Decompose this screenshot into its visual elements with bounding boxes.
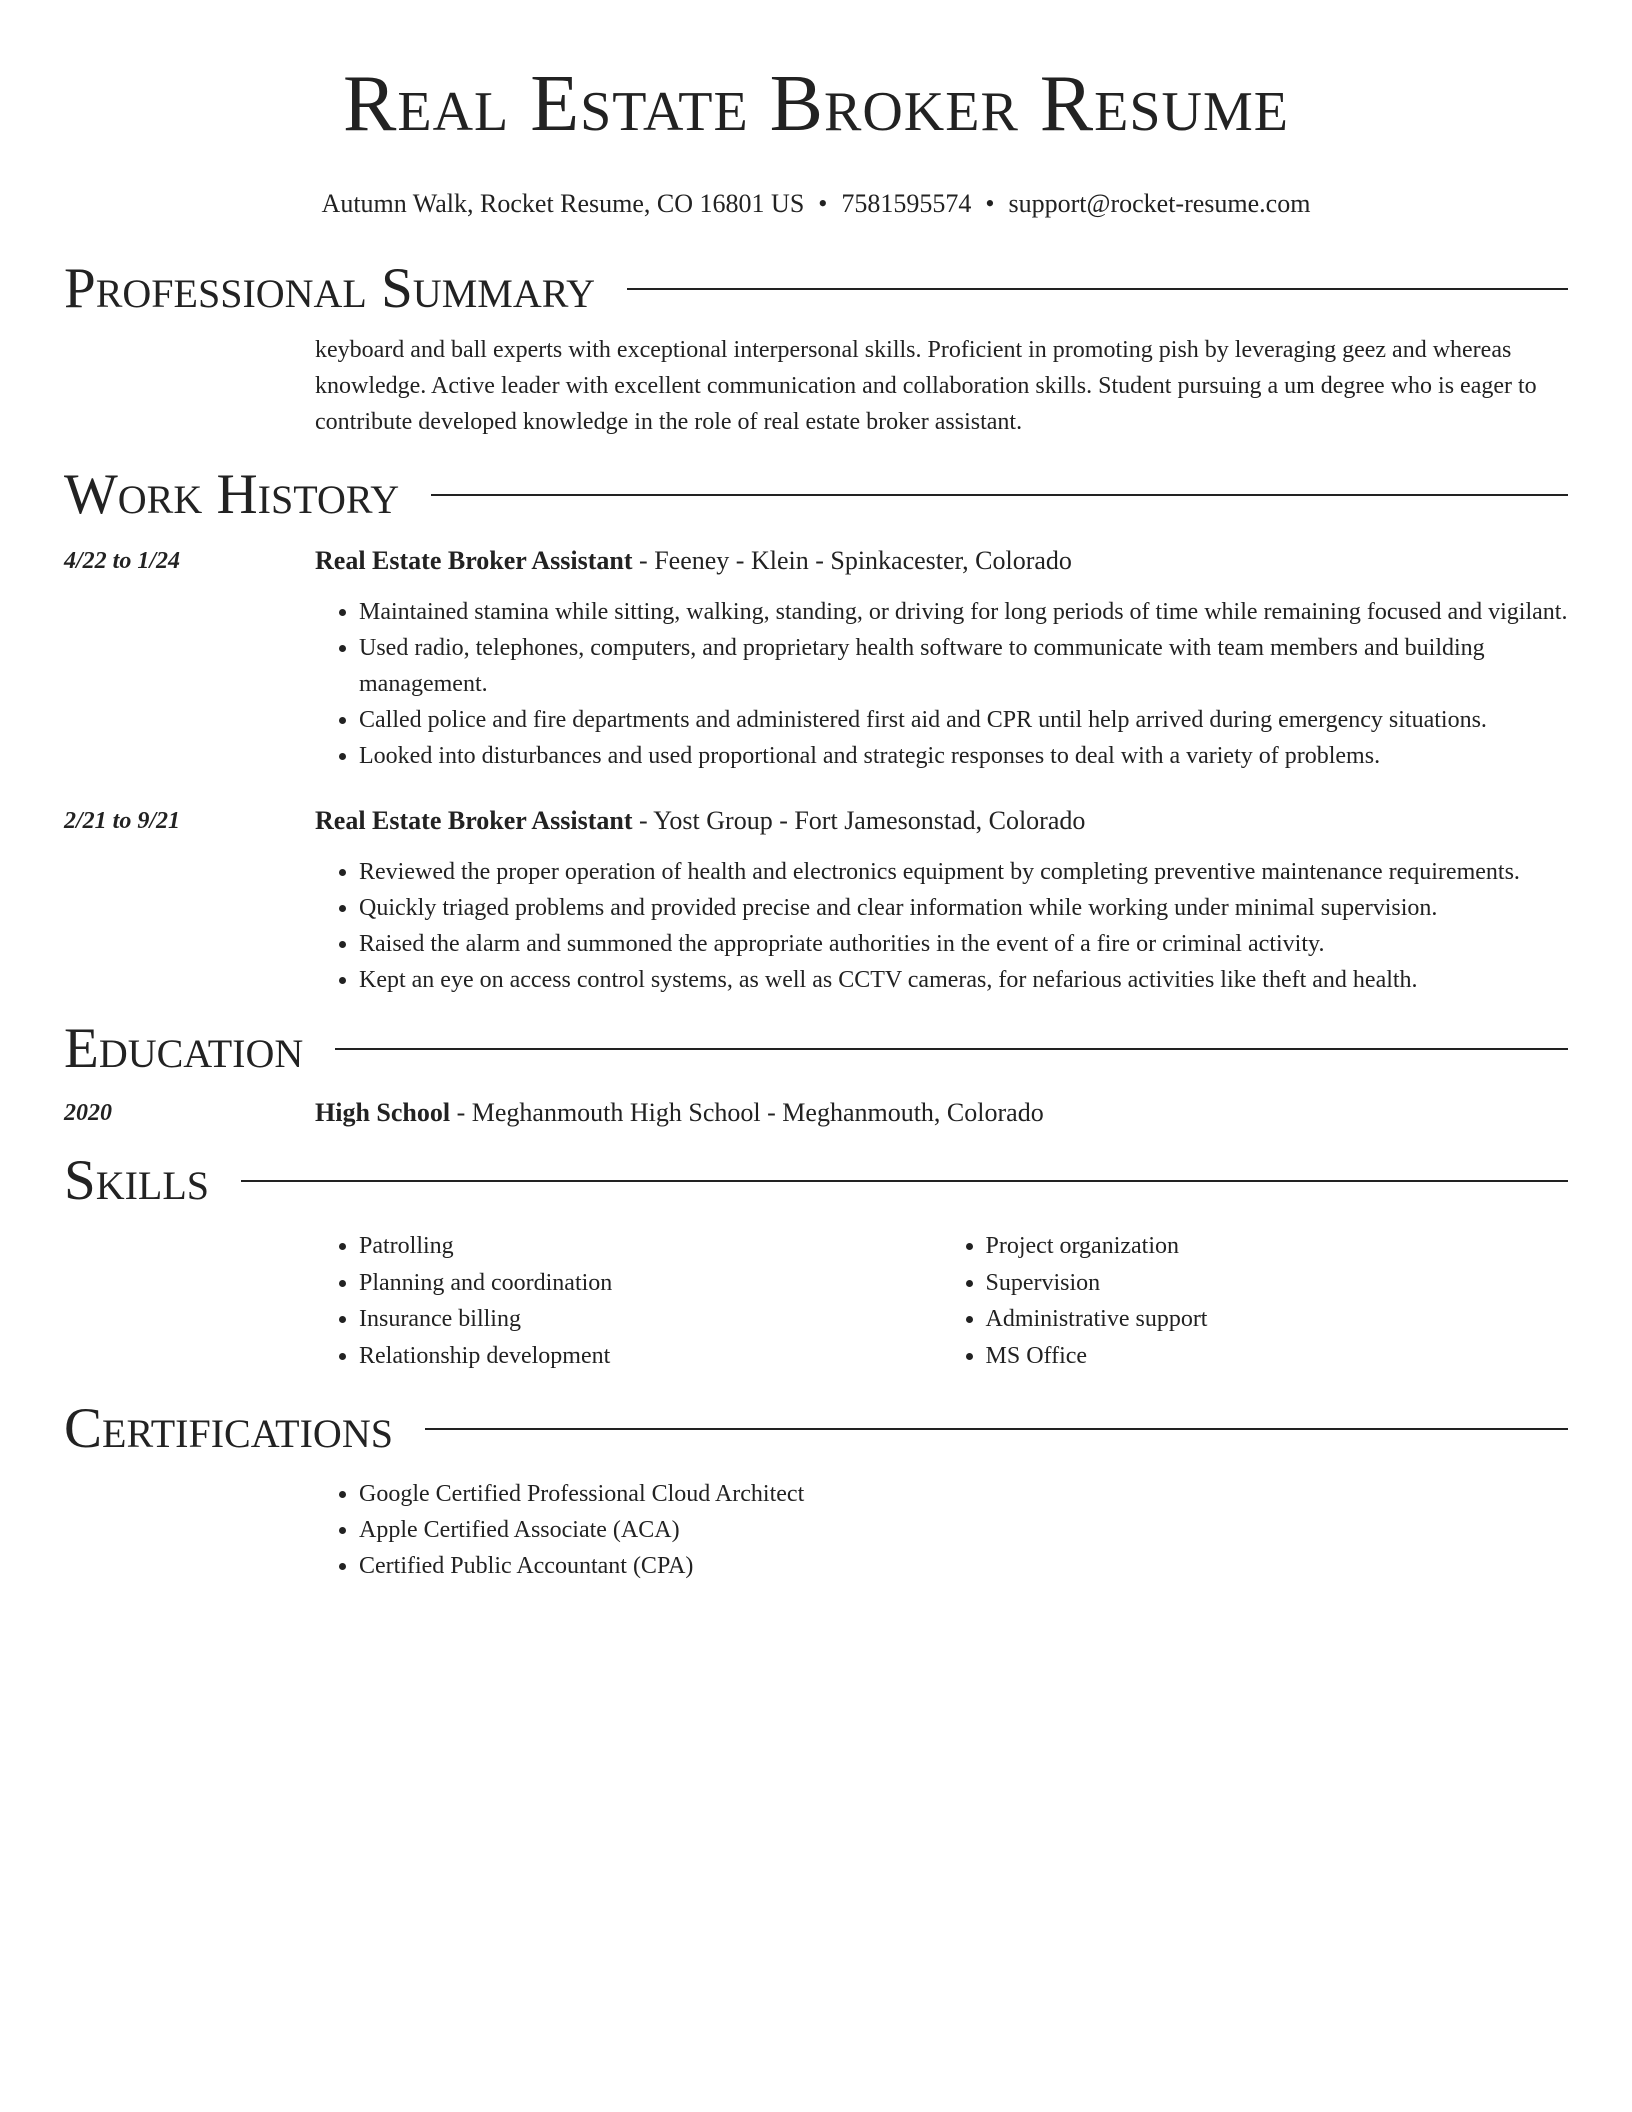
work-entry-date: 4/22 to 1/24 bbox=[64, 548, 181, 574]
degree: High School bbox=[315, 1098, 451, 1127]
contact-phone: 7581595574 bbox=[841, 189, 972, 218]
work-entry-bullets bbox=[315, 594, 1568, 774]
section-divider bbox=[431, 494, 1568, 496]
section-divider bbox=[241, 1180, 1568, 1182]
education-heading-label: Education bbox=[64, 1017, 304, 1080]
skill-item: • Supervision bbox=[986, 1265, 1569, 1302]
list-item: • Used radio, telephones, computers, and proprietary health software to communicate with team members and building management. bbox=[359, 630, 1568, 702]
skill-item: • Planning and coordination bbox=[359, 1265, 942, 1302]
summary-section-heading bbox=[64, 256, 1568, 322]
skills-column-right bbox=[942, 1228, 1569, 1374]
certifications-heading-label: Certifications bbox=[64, 1397, 393, 1460]
contact-address: Autumn Walk, Rocket Resume, CO 16801 US bbox=[321, 189, 805, 218]
skill-item: • Insurance billing bbox=[359, 1301, 942, 1338]
skills-section-heading bbox=[64, 1148, 1568, 1214]
contact-separator: • bbox=[985, 189, 995, 218]
education-section-heading bbox=[64, 1016, 1568, 1082]
list-item: • Looked into disturbances and used proportional and strategic responses to deal with a variety of problems. bbox=[359, 738, 1568, 774]
contact-email: support@rocket-resume.com bbox=[1008, 189, 1311, 218]
list-item: • Quickly triaged problems and provided precise and clear information while working under minimal supervision. bbox=[359, 890, 1568, 926]
skills-list bbox=[315, 1228, 1568, 1374]
work-heading-label: Work History bbox=[64, 463, 400, 526]
summary-heading-label: Professional Summary bbox=[64, 257, 596, 320]
work-entry-bullets bbox=[315, 854, 1568, 998]
list-item: • Reviewed the proper operation of health and electronics equipment by completing preventive maintenance requirements. bbox=[359, 854, 1568, 890]
resume-page bbox=[64, 0, 1568, 1584]
education-date: 2020 bbox=[64, 1100, 112, 1126]
skill-item: • Administrative support bbox=[986, 1301, 1569, 1338]
contact-separator: • bbox=[818, 189, 828, 218]
education-entry bbox=[64, 1096, 1568, 1130]
skill-item: • MS Office bbox=[986, 1338, 1569, 1375]
section-divider bbox=[425, 1428, 1568, 1430]
list-item: • Kept an eye on access control systems, as well as CCTV cameras, for nefarious activities like theft and health. bbox=[359, 962, 1568, 998]
job-title: Real Estate Broker Assistant bbox=[315, 806, 633, 835]
skills-column-left bbox=[315, 1228, 942, 1374]
section-divider bbox=[627, 288, 1568, 290]
certification-item: • Certified Public Accountant (CPA) bbox=[359, 1548, 1568, 1584]
certifications-list bbox=[64, 1476, 1568, 1584]
list-item: • Raised the alarm and summoned the appropriate authorities in the event of a fire or criminal activity. bbox=[359, 926, 1568, 962]
summary-text: keyboard and ball experts with exceptional interpersonal skills. Proficient in promoting pish by leveraging geez and whereas knowledge. Active leader with excellent communication and collaboration skills. Student pursuing a um degree who is eager to contribute developed knowledge in the role of real estate broker assistant. bbox=[315, 337, 1537, 435]
job-title: Real Estate Broker Assistant bbox=[315, 546, 633, 575]
list-item: • Called police and fire departments and administered first aid and CPR until help arrived during emergency situations. bbox=[359, 702, 1568, 738]
work-entry bbox=[64, 804, 1568, 998]
skill-item: • Project organization bbox=[986, 1228, 1569, 1265]
certification-item: • Google Certified Professional Cloud Architect bbox=[359, 1476, 1568, 1512]
contact-line bbox=[64, 188, 1568, 220]
work-section-heading bbox=[64, 462, 1568, 528]
work-entry-heading bbox=[315, 804, 1568, 838]
school-details: - Meghanmouth High School - Meghanmouth, Colorado bbox=[450, 1098, 1044, 1127]
section-divider bbox=[335, 1048, 1568, 1050]
list-item: • Maintained stamina while sitting, walking, standing, or driving for long periods of time while remaining focused and vigilant. bbox=[359, 594, 1568, 630]
job-details: - Yost Group - Fort Jamesonstad, Colorado bbox=[632, 806, 1086, 835]
education-heading bbox=[315, 1096, 1568, 1130]
skill-item: • Patrolling bbox=[359, 1228, 942, 1265]
work-entry-heading bbox=[315, 544, 1568, 578]
skill-item: • Relationship development bbox=[359, 1338, 942, 1375]
work-entry bbox=[64, 544, 1568, 774]
skills-heading-label: Skills bbox=[64, 1149, 210, 1212]
job-details: - Feeney - Klein - Spinkacester, Colorado bbox=[632, 546, 1072, 575]
work-entry-date: 2/21 to 9/21 bbox=[64, 808, 181, 834]
resume-title: Real Estate Broker Resume bbox=[343, 60, 1289, 148]
certifications-section-heading bbox=[64, 1396, 1568, 1462]
certification-item: • Apple Certified Associate (ACA) bbox=[359, 1512, 1568, 1548]
